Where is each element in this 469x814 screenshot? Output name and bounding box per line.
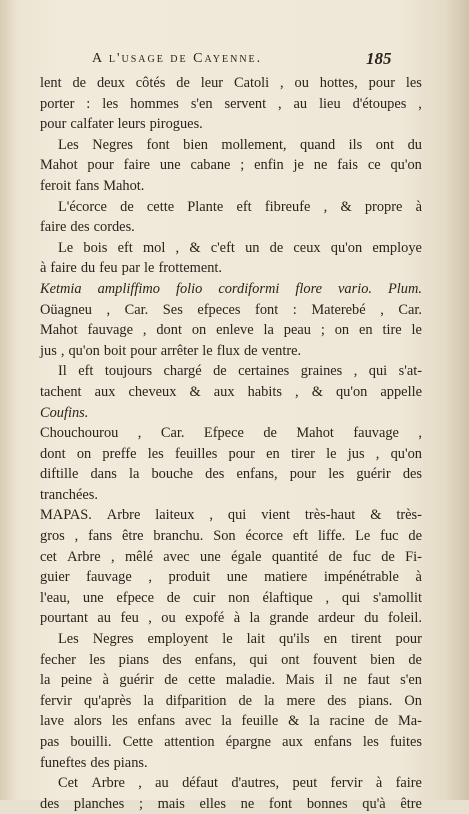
text-line: gros , fans être branchu. Son écorce eft liffe. Le fuc de — [40, 528, 422, 545]
text-line: Mahot pour faire une cabane ; enfin je ne fais ce qu'on — [40, 157, 422, 174]
text-line: L'écorce de cette Plante eft fibreufe , & propre à — [58, 198, 422, 215]
text-line: porter : les hommes s'en servent , au lieu d'étoupes , — [40, 95, 422, 112]
text-line: pas bouilli. Cette attention épargne aux enfans les fuites — [40, 734, 422, 750]
text-line: pour calfater leurs pirogues. — [40, 116, 203, 133]
text-line: fecher les pians des enfans, qui ont fouvent bien de — [40, 651, 422, 668]
text-line: tachent aux cheveux & aux habits , & qu'on appelle — [40, 383, 422, 400]
text-line: Oüagneu , Car. Ses efpeces font : Materebé , Car. — [40, 301, 422, 318]
page-header — [0, 0, 469, 80]
text-line: feroit fans Mahot. — [40, 177, 145, 194]
text-line: jus , qu'on boit pour arrêter le flux de ventre. — [40, 342, 302, 359]
text-line: des planches ; mais elles ne font bonnes qu'à être — [40, 795, 422, 812]
text-line: lent de deux côtés de leur Catoli , ou hottes, pour les — [40, 75, 422, 91]
running-head: A l'usage de Cayenne. — [92, 51, 263, 66]
text-line: MAPAS. Arbre laiteux , qui vient très-haut & très- — [40, 507, 422, 524]
text-line: Ketmia ampliffimo folio cordiformi flore vario. Plum. — [40, 280, 422, 297]
text-line: dont on preffe les feuilles pour en tirer le jus , qu'on — [40, 445, 422, 462]
text-line: Cet Arbre , au défaut d'autres, peut fervir à faire — [58, 775, 422, 792]
text-line: diftille dans la bouche des enfans, pour les guérir des — [40, 466, 422, 483]
text-line: cet Arbre , mêlé avec une égale quantité de fuc de Fi- — [40, 548, 422, 565]
text-line: l'eau, une efpece de cuir non élaftique , qui s'amollit — [40, 589, 422, 606]
text-line: guier fauvage , produit une matiere impénétrable à — [40, 569, 422, 586]
text-line: faire des cordes. — [40, 219, 135, 236]
text-line: la peine à guérir de cette maladie. Mais il ne faut s'en — [40, 672, 422, 689]
text-line: Chouchourou , Car. Efpece de Mahot fauvage , — [40, 425, 422, 442]
body-text — [40, 73, 422, 814]
text-line: Coufins. — [40, 404, 89, 421]
text-line: pourtant au feu , ou expofé à la grande ardeur du foleil. — [40, 610, 422, 627]
text-line: Les Negres employent le lait qu'ils en tirent pour — [58, 631, 422, 648]
text-line: Les Negres font bien mollement, quand ils ont du — [58, 136, 422, 153]
text-line: lave alors les enfans avec la feuille & la racine de Ma- — [40, 713, 422, 730]
text-line: tranchées. — [40, 486, 98, 503]
page-number: 185 — [366, 49, 392, 68]
text-line: Mahot fauvage , dont on enleve la peau ; on en tire le — [40, 322, 422, 339]
text-line: Il eft toujours chargé de certaines graines , qui s'at- — [58, 363, 422, 380]
text-line: Le bois eft mol , & c'eft un de ceux qu'on employe — [58, 239, 422, 256]
text-line: funeftes des pians. — [40, 754, 148, 771]
text-line: fervir qu'après la difparition de la mere des pians. On — [40, 692, 422, 709]
text-line: à faire du feu par le frottement. — [40, 260, 223, 277]
